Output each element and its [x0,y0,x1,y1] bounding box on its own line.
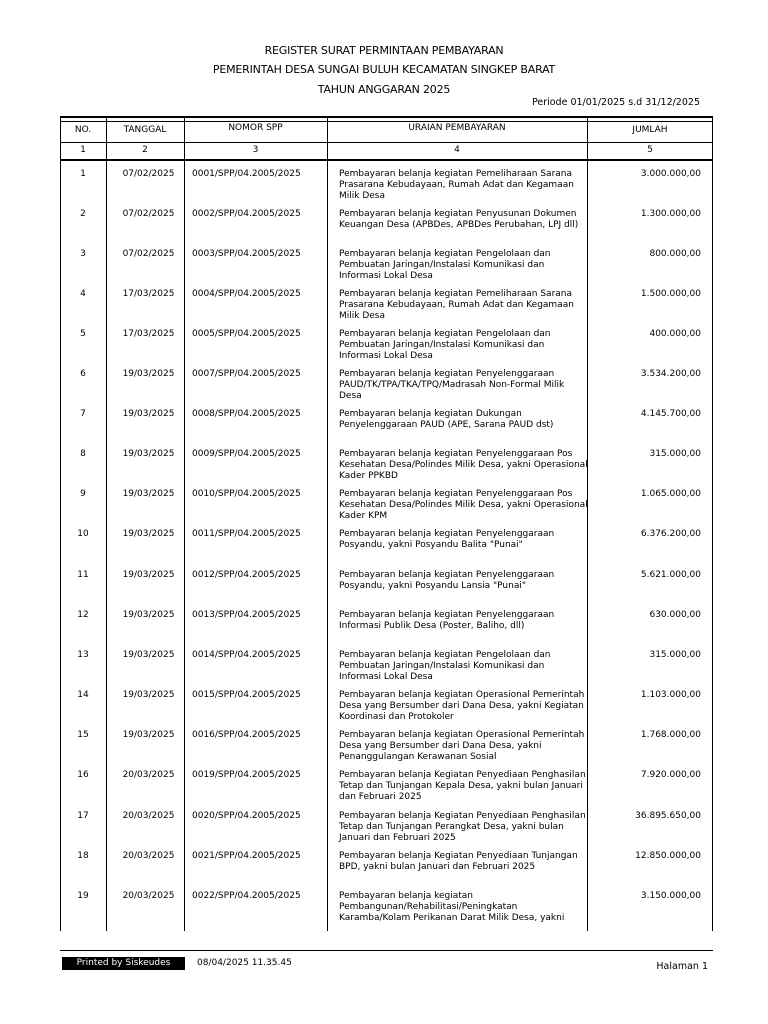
col-header-nomor-spp: NOMOR SPP [228,123,283,133]
row-tanggal: 20/03/2025 [122,811,175,821]
row-uraian: Pembayaran belanja kegiatan Penyusunan Dokumen Keuangan Desa (APBDes, APBDes Perubahan, LPJ dll) [339,209,579,231]
table-row [60,529,713,569]
table-row [60,690,713,730]
col-header-no: NO. [74,125,92,135]
row-tanggal: 19/03/2025 [122,449,175,459]
row-no: 16 [77,770,89,780]
table-row [60,851,713,891]
row-nomor-spp: 0002/SPP/04.2005/2025 [192,209,301,219]
row-no: 19 [77,891,89,901]
row-jumlah: 7.920.000,00 [640,770,701,780]
row-nomor-spp: 0003/SPP/04.2005/2025 [192,249,301,259]
row-uraian: Pembayaran belanja kegiatan Pembangunan/Rehabilitasi/Peningkatan Karamba/Kolam Perikanan Darat Milik Desa, yakni [339,891,565,924]
row-tanggal: 20/03/2025 [122,851,175,861]
table-row [60,570,713,610]
col-number: 1 [80,145,86,155]
row-tanggal: 20/03/2025 [122,891,175,901]
row-uraian: Pembayaran belanja kegiatan Dukungan Penyelenggaraan PAUD (APE, Sarana PAUD dst) [339,409,554,431]
row-nomor-spp: 0007/SPP/04.2005/2025 [192,369,301,379]
row-uraian: Pembayaran belanja kegiatan Operasional Pemerintah Desa yang Bersumber dari Dana Desa, yakni Kegiatan Koordinasi dan Protokoler [339,690,585,723]
row-jumlah: 800.000,00 [649,249,701,259]
row-nomor-spp: 0008/SPP/04.2005/2025 [192,409,301,419]
row-no: 9 [80,489,86,499]
row-no: 18 [77,851,89,861]
row-no: 2 [80,209,86,219]
row-jumlah: 36.895.650,00 [635,811,701,821]
row-uraian: Pembayaran belanja kegiatan Penyelenggaraan Posyandu, yakni Posyandu Balita "Punai" [339,529,555,551]
row-nomor-spp: 0010/SPP/04.2005/2025 [192,489,301,499]
row-tanggal: 19/03/2025 [122,529,175,539]
row-uraian: Pembayaran belanja kegiatan Penyelenggaraan Pos Kesehatan Desa/Polindes Milik Desa, yakni Operasional Kader KPM [339,489,588,522]
header-rule [60,142,713,143]
row-nomor-spp: 0005/SPP/04.2005/2025 [192,329,301,339]
row-no: 5 [80,329,86,339]
row-nomor-spp: 0021/SPP/04.2005/2025 [192,851,301,861]
report-fiscal-year: TAHUN ANGGARAN 2025 [317,83,451,96]
table-row [60,209,713,249]
row-uraian: Pembayaran belanja kegiatan Pengelolaan dan Pembuatan Jaringan/Instalasi Komunikasi dan Informasi Lokal Desa [339,650,551,683]
report-period: Periode 01/01/2025 s.d 31/12/2025 [531,97,700,108]
footer-rule [60,950,713,951]
header-rule [60,121,713,122]
table-row [60,770,713,810]
table-row [60,249,713,289]
row-tanggal: 19/03/2025 [122,570,175,580]
row-no: 1 [80,169,86,179]
table-row [60,449,713,489]
row-uraian: Pembayaran belanja kegiatan Operasional Pemerintah Desa yang Bersumber dari Dana Desa, yakni Penanggulangan Kerawanan Sosial [339,730,585,763]
row-jumlah: 4.145.700,00 [640,409,701,419]
table-row [60,409,713,449]
row-tanggal: 07/02/2025 [122,209,175,219]
table-row [60,169,713,209]
row-tanggal: 07/02/2025 [122,249,175,259]
row-jumlah: 12.850.000,00 [635,851,701,861]
row-tanggal: 19/03/2025 [122,369,175,379]
row-jumlah: 1.768.000,00 [640,730,701,740]
row-jumlah: 5.621.000,00 [640,570,701,580]
row-uraian: Pembayaran belanja kegiatan Pengelolaan dan Pembuatan Jaringan/Instalasi Komunikasi dan Informasi Lokal Desa [339,329,551,362]
row-tanggal: 19/03/2025 [122,730,175,740]
col-header-uraian: URAIAN PEMBAYARAN [408,123,506,133]
row-no: 4 [80,289,86,299]
row-uraian: Pembayaran belanja kegiatan Penyelenggaraan Pos Kesehatan Desa/Polindes Milik Desa, yakni Operasional Kader PPKBD [339,449,588,482]
row-no: 6 [80,369,86,379]
row-no: 11 [77,570,89,580]
table-row [60,329,713,369]
row-no: 13 [77,650,89,660]
row-no: 15 [77,730,89,740]
row-no: 3 [80,249,86,259]
row-nomor-spp: 0011/SPP/04.2005/2025 [192,529,301,539]
row-no: 7 [80,409,86,419]
table-row [60,610,713,650]
row-uraian: Pembayaran belanja Kegiatan Penyediaan Penghasilan Tetap dan Tunjangan Perangkat Desa, yakni bulan Januari dan Februari 2025 [339,811,586,844]
row-jumlah: 315.000,00 [649,650,701,660]
col-number: 5 [647,145,653,155]
col-header-tanggal: TANGGAL [123,125,167,135]
row-nomor-spp: 0009/SPP/04.2005/2025 [192,449,301,459]
row-jumlah: 1.065.000,00 [640,489,701,499]
row-nomor-spp: 0015/SPP/04.2005/2025 [192,690,301,700]
row-jumlah: 1.500.000,00 [640,289,701,299]
table-row [60,811,713,851]
col-number: 4 [454,145,460,155]
table-row [60,891,713,931]
row-jumlah: 3.534.200,00 [640,369,701,379]
row-jumlah: 3.000.000,00 [640,169,701,179]
row-uraian: Pembayaran belanja Kegiatan Penyediaan Tunjangan BPD, yakni bulan Januari dan Februari 2025 [339,851,578,873]
table-row [60,369,713,409]
page-number: Halaman 1 [656,961,708,972]
col-header-jumlah: JUMLAH [632,125,668,135]
table-row [60,730,713,770]
row-nomor-spp: 0022/SPP/04.2005/2025 [192,891,301,901]
row-tanggal: 19/03/2025 [122,489,175,499]
row-jumlah: 6.376.200,00 [640,529,701,539]
row-nomor-spp: 0013/SPP/04.2005/2025 [192,610,301,620]
row-no: 12 [77,610,89,620]
table-row [60,489,713,529]
report-title: REGISTER SURAT PERMINTAAN PEMBAYARAN [264,44,504,57]
row-uraian: Pembayaran belanja Kegiatan Penyediaan Penghasilan Tetap dan Tunjangan Kepala Desa, yakni bulan Januari dan Februari 2025 [339,770,586,803]
row-nomor-spp: 0012/SPP/04.2005/2025 [192,570,301,580]
row-nomor-spp: 0014/SPP/04.2005/2025 [192,650,301,660]
printed-timestamp: 08/04/2025 11.35.45 [197,958,292,968]
row-nomor-spp: 0016/SPP/04.2005/2025 [192,730,301,740]
row-no: 10 [77,529,89,539]
row-uraian: Pembayaran belanja kegiatan Pemeliharaan Sarana Prasarana Kebudayaan, Rumah Adat dan Kegamaan Milik Desa [339,289,574,322]
row-tanggal: 07/02/2025 [122,169,175,179]
row-tanggal: 19/03/2025 [122,650,175,660]
row-nomor-spp: 0001/SPP/04.2005/2025 [192,169,301,179]
row-uraian: Pembayaran belanja kegiatan Penyelenggaraan PAUD/TK/TPA/TKA/TPQ/Madrasah Non-Formal Milik Desa [339,369,565,402]
row-nomor-spp: 0020/SPP/04.2005/2025 [192,811,301,821]
row-jumlah: 1.300.000,00 [640,209,701,219]
row-jumlah: 3.150.000,00 [640,891,701,901]
row-no: 17 [77,811,89,821]
row-tanggal: 17/03/2025 [122,289,175,299]
row-jumlah: 1.103.000,00 [640,690,701,700]
row-tanggal: 19/03/2025 [122,690,175,700]
col-number: 3 [252,145,259,155]
row-jumlah: 315.000,00 [649,449,701,459]
row-uraian: Pembayaran belanja kegiatan Pengelolaan dan Pembuatan Jaringan/Instalasi Komunikasi dan Informasi Lokal Desa [339,249,551,282]
row-jumlah: 400.000,00 [649,329,701,339]
printed-by-badge: Printed by Siskeudes [62,957,185,970]
row-tanggal: 19/03/2025 [122,610,175,620]
row-uraian: Pembayaran belanja kegiatan Pemeliharaan Sarana Prasarana Kebudayaan, Rumah Adat dan Kegamaan Milik Desa [339,169,574,202]
row-tanggal: 19/03/2025 [122,409,175,419]
row-nomor-spp: 0019/SPP/04.2005/2025 [192,770,301,780]
col-number: 2 [142,145,148,155]
row-uraian: Pembayaran belanja kegiatan Penyelenggaraan Informasi Publik Desa (Poster, Baliho, dll) [339,610,555,632]
row-tanggal: 17/03/2025 [122,329,175,339]
row-jumlah: 630.000,00 [649,610,701,620]
row-uraian: Pembayaran belanja kegiatan Penyelenggaraan Posyandu, yakni Posyandu Lansia "Punai" [339,570,555,592]
report-subtitle: PEMERINTAH DESA SUNGAI BULUH KECAMATAN SINGKEP BARAT [212,63,556,76]
row-no: 14 [77,690,89,700]
row-tanggal: 20/03/2025 [122,770,175,780]
header-rule [60,159,713,161]
row-no: 8 [80,449,86,459]
row-nomor-spp: 0004/SPP/04.2005/2025 [192,289,301,299]
table-row [60,289,713,329]
table-row [60,650,713,690]
